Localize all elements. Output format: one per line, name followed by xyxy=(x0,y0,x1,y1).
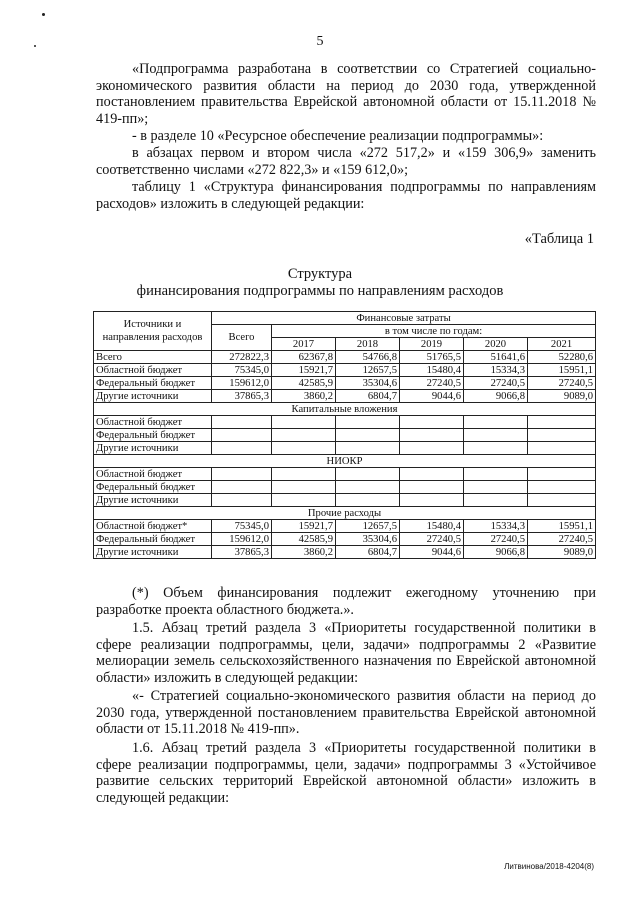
cell-value: 27240,5 xyxy=(400,533,464,546)
section-other-expenses: Прочие расходы xyxy=(94,507,596,520)
table-row xyxy=(94,520,596,533)
table-row xyxy=(94,481,596,494)
cell-value: 3860,2 xyxy=(272,546,336,559)
paragraph-1-6: 1.6. Абзац третий раздела 3 «Приоритеты государственной политики в сфере реализации подпрограммы, цели, задачи» подпрограммы 3 «Устойчивое развитие сельских территорий Еврейской автономной области» изложить в следующей редакции: xyxy=(96,740,596,806)
row-label: Областной бюджет xyxy=(94,364,212,377)
section10-line: - в разделе 10 «Ресурсное обеспечение реализации подпрограммы»: xyxy=(132,128,544,144)
row-label: Областной бюджет xyxy=(94,468,212,481)
cell-value: 42585,9 xyxy=(272,533,336,546)
cell-value: 12657,5 xyxy=(336,364,400,377)
table1-instruction: таблицу 1 «Структура финансирования подпрограммы по направлениям расходов» изложить в следующей редакции: xyxy=(96,179,596,212)
row-label: Всего xyxy=(94,351,212,364)
year-header: 2020 xyxy=(464,338,528,351)
year-header: 2017 xyxy=(272,338,336,351)
cell-value: 27240,5 xyxy=(464,533,528,546)
row-label: Федеральный бюджет xyxy=(94,481,212,494)
cell-value: 37865,3 xyxy=(212,390,272,403)
replace-numbers-paragraph: в абзацах первом и втором числа «272 517,2» и «159 306,9» заменить соответственно числами «272 822,3» и «159 612,0»; xyxy=(96,145,596,178)
footer-code: Литвинова/2018-4204(8) xyxy=(504,862,594,871)
cell-value: 62367,8 xyxy=(272,351,336,364)
row-label: Другие источники xyxy=(94,494,212,507)
cell-value: 9089,0 xyxy=(528,546,596,559)
cell-value: 3860,2 xyxy=(272,390,336,403)
cell-value: 51765,5 xyxy=(400,351,464,364)
cell-value: 159612,0 xyxy=(212,377,272,390)
cell-value: 27240,5 xyxy=(464,377,528,390)
cell-value: 27240,5 xyxy=(528,533,596,546)
row-label: Другие источники xyxy=(94,546,212,559)
row-label: Федеральный бюджет xyxy=(94,533,212,546)
table-row xyxy=(94,546,596,559)
cell-value: 15334,3 xyxy=(464,520,528,533)
cell-value: 12657,5 xyxy=(336,520,400,533)
year-header: 2019 xyxy=(400,338,464,351)
intro-paragraph: «Подпрограмма разработана в соответствии со Стратегией социально-экономического развития области на период до 2030 года, утвержденной постановлением правительства Еврейской автономной области от 15.11.2018 № 419-пп»; xyxy=(96,61,596,127)
cell-value: 15951,1 xyxy=(528,520,596,533)
row-label: Федеральный бюджет xyxy=(94,377,212,390)
table-row xyxy=(94,377,596,390)
cell-value: 27240,5 xyxy=(400,377,464,390)
paragraph-1-5: 1.5. Абзац третий раздела 3 «Приоритеты государственной политики в сфере реализации подпрограммы, цели, задачи» подпрограммы 2 «Развитие мелиорации земель сельскохозяйственного назначения по Еврейской автономной области» изложить в следующей редакции: xyxy=(96,620,596,686)
table-row xyxy=(94,390,596,403)
year-header: 2021 xyxy=(528,338,596,351)
cell-value: 54766,8 xyxy=(336,351,400,364)
financing-table xyxy=(93,311,596,559)
cell-value: 42585,9 xyxy=(272,377,336,390)
cell-value: 9089,0 xyxy=(528,390,596,403)
cell-value: 15921,7 xyxy=(272,520,336,533)
cell-value: 75345,0 xyxy=(212,364,272,377)
row-label: Областной бюджет* xyxy=(94,520,212,533)
table-row xyxy=(94,494,596,507)
cell-value: 15921,7 xyxy=(272,364,336,377)
table-row xyxy=(94,351,596,364)
header-financial: Финансовые затраты xyxy=(212,312,596,325)
row-label: Другие источники xyxy=(94,442,212,455)
year-header: 2018 xyxy=(336,338,400,351)
cell-value: 272822,3 xyxy=(212,351,272,364)
row-label: Другие источники xyxy=(94,390,212,403)
row-label: Федеральный бюджет xyxy=(94,429,212,442)
cell-value: 75345,0 xyxy=(212,520,272,533)
table-subtitle: финансирования подпрограммы по направлениям расходов xyxy=(136,283,504,299)
cell-value: 52280,6 xyxy=(528,351,596,364)
table-title: Структура xyxy=(287,266,353,282)
cell-value: 35304,6 xyxy=(336,377,400,390)
cell-value: 37865,3 xyxy=(212,546,272,559)
cell-value: 35304,6 xyxy=(336,533,400,546)
quote-strategy: «- Стратегией социально-экономического развития области на период до 2030 года, утвержденной постановлением правительства Еврейской автономной области от 15.11.2018 № 419-пп». xyxy=(96,688,596,738)
table-reference: «Таблица 1 xyxy=(524,231,594,247)
table-row xyxy=(94,533,596,546)
row-label: Областной бюджет xyxy=(94,416,212,429)
cell-value: 27240,5 xyxy=(528,377,596,390)
table-row xyxy=(94,468,596,481)
footnote: (*) Объем финансирования подлежит ежегодному уточнению при разработке проекта областного бюджета.». xyxy=(96,585,596,618)
cell-value: 15480,4 xyxy=(400,520,464,533)
table-row xyxy=(94,416,596,429)
page-number: 5 xyxy=(316,34,324,49)
cell-value: 159612,0 xyxy=(212,533,272,546)
section-niokr: НИОКР xyxy=(94,455,596,468)
cell-value: 51641,6 xyxy=(464,351,528,364)
header-by-years: в том числе по годам: xyxy=(272,325,596,338)
cell-value: 6804,7 xyxy=(336,546,400,559)
header-sources: Источники и направления расходов xyxy=(94,312,212,351)
header-total: Всего xyxy=(212,325,272,351)
section-capital-investments: Капитальные вложения xyxy=(94,403,596,416)
cell-value: 9066,8 xyxy=(464,390,528,403)
table-row xyxy=(94,364,596,377)
cell-value: 15951,1 xyxy=(528,364,596,377)
cell-value: 9066,8 xyxy=(464,546,528,559)
cell-value: 15480,4 xyxy=(400,364,464,377)
table-row xyxy=(94,429,596,442)
cell-value: 9044,6 xyxy=(400,390,464,403)
cell-value: 6804,7 xyxy=(336,390,400,403)
scan-speck xyxy=(42,13,45,16)
cell-value: 15334,3 xyxy=(464,364,528,377)
table-row xyxy=(94,442,596,455)
cell-value: 9044,6 xyxy=(400,546,464,559)
